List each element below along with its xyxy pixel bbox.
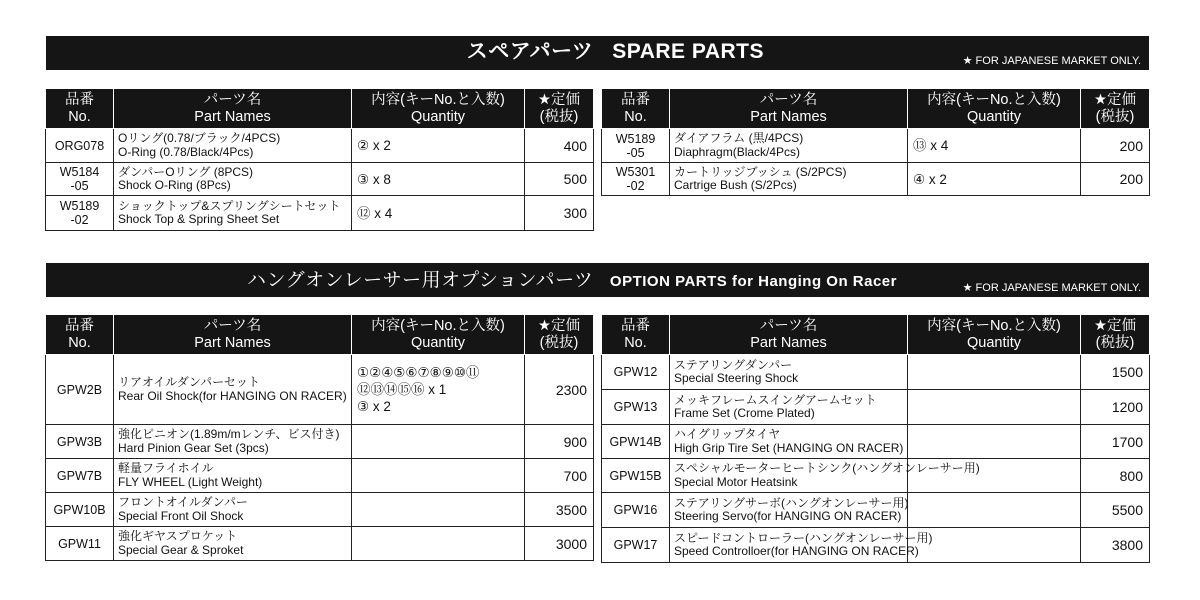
- header-part-names-jp: パーツ名: [203, 317, 262, 334]
- part-name-en: Diaphragm(Black/4Pcs): [674, 144, 801, 159]
- part-number-line: ORG078: [54, 138, 105, 153]
- table-row: [46, 459, 594, 493]
- header-price-jp: ★定価: [538, 317, 580, 334]
- table-row: [46, 527, 594, 561]
- header-quantity: [908, 89, 1081, 129]
- table-row: [602, 528, 1150, 563]
- price: 3500: [525, 493, 594, 527]
- quantity: [352, 493, 525, 527]
- part-number-line: GPW10B: [53, 502, 106, 517]
- table-row: [602, 129, 1150, 163]
- header-price-jp: ★定価: [1094, 317, 1136, 334]
- header-part-names: [670, 89, 908, 129]
- price: 400: [525, 129, 594, 163]
- part-name-en: FLY WHEEL (Light Weight): [118, 474, 263, 489]
- part-number-line: W5189: [615, 131, 656, 146]
- price: 900: [525, 425, 594, 459]
- table-row: [46, 493, 594, 527]
- market-note: ★ FOR JAPANESE MARKET ONLY.: [962, 282, 1141, 294]
- header-price-jp: ★定価: [538, 91, 580, 108]
- table-header: [602, 89, 1150, 129]
- quantity-line: ⑫ x 4: [357, 205, 393, 221]
- table-row: [602, 355, 1150, 390]
- header-quantity: [908, 315, 1081, 355]
- table-row: [602, 425, 1150, 459]
- part-number-line: GPW15B: [609, 468, 662, 483]
- part-number-line: -02: [626, 179, 645, 193]
- part-name-en: Special Steering Shock: [674, 371, 799, 385]
- header-part-names-en: Part Names: [750, 334, 827, 351]
- part-number-line: GPW11: [58, 536, 101, 551]
- quantity-line: ⑫⑬⑭⑮⑯ x 1: [357, 382, 447, 397]
- part-name-en: Special Motor Heatsink: [674, 474, 798, 489]
- part-number: [46, 425, 114, 459]
- quantity: [908, 493, 1081, 528]
- part-name-jp: 強化ギヤスプロケット: [118, 529, 238, 543]
- option-parts-table-left: [45, 314, 594, 561]
- header-row: [46, 315, 594, 355]
- header-no-jp: 品番: [621, 317, 650, 334]
- part-name-jp: リアオイルダンパーセット: [118, 375, 260, 389]
- quantity: [352, 527, 525, 561]
- header-no-en: No.: [624, 334, 647, 351]
- price: 300: [525, 196, 594, 231]
- part-name-jp: メッキフレームスイングアームセット: [674, 392, 877, 407]
- part-name: [114, 459, 352, 493]
- part-number-line: W5301: [615, 165, 656, 179]
- part-name-en: Cartrige Bush (S/2Pcs): [674, 178, 797, 192]
- part-name: [670, 425, 908, 459]
- header-price: [525, 315, 594, 355]
- part-name-jp: Oリング(0.78/ブラック/4PCS): [118, 131, 281, 145]
- part-name: [670, 355, 908, 390]
- quantity: [352, 196, 525, 231]
- part-number-line: GPW3B: [56, 434, 103, 449]
- part-number-line: GPW14B: [609, 434, 662, 449]
- spare-parts-banner: [46, 36, 1149, 70]
- part-name-jp: カートリッジブッシュ (S/2PCS): [674, 164, 847, 179]
- header-part-names-jp: パーツ名: [203, 91, 262, 108]
- part-name: [670, 129, 908, 163]
- header-part-names: [670, 315, 908, 355]
- title-jp: スペアパーツ: [466, 40, 594, 63]
- quantity: [908, 129, 1081, 163]
- table-body: [602, 355, 1150, 563]
- part-number: [46, 527, 114, 561]
- part-number: [602, 163, 670, 196]
- header-no-jp: 品番: [621, 91, 650, 108]
- part-number: [46, 196, 114, 231]
- title-en: SPARE PARTS: [612, 40, 764, 63]
- header-row: [602, 89, 1150, 129]
- spare-parts-table-right: [601, 88, 1150, 196]
- part-name: [670, 390, 908, 425]
- spare-parts-table-left: [45, 88, 594, 231]
- quantity: [908, 528, 1081, 563]
- quantity: [908, 163, 1081, 196]
- price: 700: [525, 459, 594, 493]
- part-name-jp: ショックトップ&スプリングシートセット: [118, 198, 341, 213]
- header-no-jp: 品番: [65, 91, 94, 108]
- quantity: [352, 355, 525, 425]
- price: 1700: [1081, 425, 1150, 459]
- header-price: [1081, 315, 1150, 355]
- part-name: [670, 163, 908, 196]
- part-number-line: W5189: [59, 199, 100, 213]
- part-number-line: GPW2B: [56, 382, 103, 397]
- title-en: OPTION PARTS for Hanging On Racer: [609, 273, 897, 290]
- table-row: [602, 390, 1150, 425]
- header-quantity-jp: 内容(キーNo.と入数): [371, 317, 505, 334]
- header-quantity-en: Quantity: [967, 334, 1021, 351]
- quantity: [352, 459, 525, 493]
- price: 1200: [1081, 390, 1150, 425]
- quantity-line: ①②④⑤⑥⑦⑧⑨⑩⑪: [357, 365, 480, 380]
- header-quantity-jp: 内容(キーNo.と入数): [927, 91, 1061, 108]
- price: 800: [1081, 459, 1150, 493]
- part-number-line: -02: [70, 213, 89, 227]
- header-part-names: [114, 89, 352, 129]
- quantity-line: ③ x 2: [357, 399, 391, 414]
- spare-parts-title: [467, 35, 764, 65]
- market-note: ★ FOR JAPANESE MARKET ONLY.: [962, 55, 1141, 67]
- header-row: [46, 89, 594, 129]
- part-name-en: Steering Servo(for HANGING ON RACER): [674, 509, 902, 523]
- price: 1500: [1081, 355, 1150, 390]
- table-row: [46, 425, 594, 459]
- header-part-names-en: Part Names: [194, 334, 271, 351]
- part-number: [46, 163, 114, 196]
- price: 2300: [525, 355, 594, 425]
- table-header: [46, 89, 594, 129]
- header-quantity-en: Quantity: [967, 108, 1021, 125]
- part-number-line: -05: [70, 179, 89, 193]
- quantity: [352, 129, 525, 163]
- table-row: [46, 129, 594, 163]
- price: 500: [525, 163, 594, 196]
- part-number: [46, 129, 114, 163]
- part-name: [114, 527, 352, 561]
- header-price: [1081, 89, 1150, 129]
- header-no-en: No.: [68, 334, 91, 351]
- part-name-jp: ダンパーOリング (8PCS): [118, 164, 254, 179]
- part-number: [602, 459, 670, 493]
- price: 200: [1081, 129, 1150, 163]
- header-price-en: (税抜): [539, 334, 579, 351]
- part-name-jp: ステアリングサーボ(ハングオンレーサー用): [674, 495, 909, 510]
- header-part-names-en: Part Names: [194, 108, 271, 125]
- header-no: [602, 315, 670, 355]
- part-name-en: Speed Controlloer(for HANGING ON RACER): [674, 544, 919, 558]
- part-name-en: Hard Pinion Gear Set (3pcs): [118, 440, 269, 455]
- header-price-en: (税抜): [539, 108, 579, 125]
- part-name: [114, 425, 352, 459]
- part-name: [114, 129, 352, 163]
- title-jp: ハングオンレーサー用オプションパーツ: [247, 270, 594, 291]
- header-price-en: (税抜): [1095, 108, 1135, 125]
- table-header: [602, 315, 1150, 355]
- part-name-en: Shock Top & Spring Sheet Set: [118, 212, 280, 226]
- part-name-jp: ハイグリップタイヤ: [674, 427, 781, 441]
- table-row: [46, 196, 594, 231]
- price: 5500: [1081, 493, 1150, 528]
- part-number-line: GPW16: [613, 503, 658, 517]
- quantity: [352, 163, 525, 196]
- header-no-en: No.: [624, 108, 647, 125]
- option-parts-banner: [46, 263, 1149, 297]
- quantity-line: ② x 2: [357, 138, 391, 153]
- part-number-line: -05: [626, 145, 645, 160]
- header-quantity: [352, 89, 525, 129]
- header-no: [46, 89, 114, 129]
- part-number: [46, 459, 114, 493]
- header-part-names: [114, 315, 352, 355]
- part-name: [114, 196, 352, 231]
- header-quantity-jp: 内容(キーNo.と入数): [927, 317, 1061, 334]
- part-name-en: O-Ring (0.78/Black/4Pcs): [118, 144, 254, 159]
- part-name-en: Special Gear & Sproket: [118, 542, 244, 557]
- header-no-en: No.: [68, 108, 91, 125]
- part-number: [602, 390, 670, 425]
- table-row: [46, 355, 594, 425]
- part-name: [670, 493, 908, 528]
- table-row: [46, 163, 594, 196]
- part-number: [46, 355, 114, 425]
- header-row: [602, 315, 1150, 355]
- part-number: [46, 493, 114, 527]
- part-name: [114, 493, 352, 527]
- header-part-names-en: Part Names: [750, 108, 827, 125]
- part-name-jp: ダイアフラム (黒/4PCS): [674, 131, 804, 145]
- quantity: [908, 390, 1081, 425]
- table-row: [602, 459, 1150, 493]
- quantity-line: ④ x 2: [913, 171, 947, 187]
- price: 3800: [1081, 528, 1150, 563]
- part-name: [114, 355, 352, 425]
- table-row: [602, 493, 1150, 528]
- part-name-en: Shock O-Ring (8Pcs): [118, 178, 231, 192]
- header-no: [602, 89, 670, 129]
- part-number-line: GPW7B: [56, 468, 103, 483]
- quantity: [352, 425, 525, 459]
- part-number-line: GPW13: [613, 400, 658, 414]
- part-name-jp: フロントオイルダンパー: [118, 495, 248, 509]
- header-quantity-jp: 内容(キーNo.と入数): [371, 91, 505, 108]
- part-name-en: Rear Oil Shock(for HANGING ON RACER): [118, 388, 347, 403]
- part-number: [602, 493, 670, 528]
- header-price-jp: ★定価: [1094, 91, 1136, 108]
- option-parts-table-right: [601, 314, 1150, 563]
- header-no-jp: 品番: [65, 317, 94, 334]
- header-quantity: [352, 315, 525, 355]
- table-header: [46, 315, 594, 355]
- quantity-line: ③ x 8: [357, 171, 391, 187]
- price: 200: [1081, 163, 1150, 196]
- table-row: [602, 163, 1150, 196]
- part-number-line: W5184: [59, 165, 100, 179]
- header-part-names-jp: パーツ名: [759, 91, 818, 108]
- header-quantity-en: Quantity: [411, 334, 465, 351]
- quantity: [908, 355, 1081, 390]
- part-name-jp: スピードコントローラー(ハングオンレーサー用): [674, 530, 933, 545]
- header-no: [46, 315, 114, 355]
- table-body: [602, 129, 1150, 196]
- part-name-jp: 軽量フライホイル: [118, 461, 214, 475]
- part-number: [602, 129, 670, 163]
- part-name: [670, 459, 980, 493]
- quantity: [908, 425, 1081, 459]
- part-number-line: GPW17: [613, 538, 658, 552]
- table-body: [46, 129, 594, 231]
- header-price: [525, 89, 594, 129]
- part-name-jp: ステアリングダンパー: [674, 357, 793, 372]
- part-name-en: Frame Set (Crome Plated): [674, 406, 815, 420]
- header-price-en: (税抜): [1095, 334, 1135, 351]
- quantity-line: ⑬ x 4: [913, 138, 949, 153]
- part-name-en: Special Front Oil Shock: [118, 508, 244, 523]
- part-number: [602, 355, 670, 390]
- option-parts-title: [247, 265, 897, 292]
- part-number: [602, 425, 670, 459]
- part-number: [602, 528, 670, 563]
- part-name: [670, 528, 933, 563]
- part-name: [114, 163, 352, 196]
- part-name-jp: スペシャルモーターヒートシンク(ハングオンレーサー用): [674, 461, 980, 475]
- part-number-line: GPW12: [613, 365, 658, 379]
- table-body: [46, 355, 594, 561]
- header-part-names-jp: パーツ名: [759, 317, 818, 334]
- price: 3000: [525, 527, 594, 561]
- part-name-jp: 強化ピニオン(1.89m/mレンチ、ビス付き): [118, 427, 340, 441]
- part-name-en: High Grip Tire Set (HANGING ON RACER): [674, 440, 904, 455]
- header-quantity-en: Quantity: [411, 108, 465, 125]
